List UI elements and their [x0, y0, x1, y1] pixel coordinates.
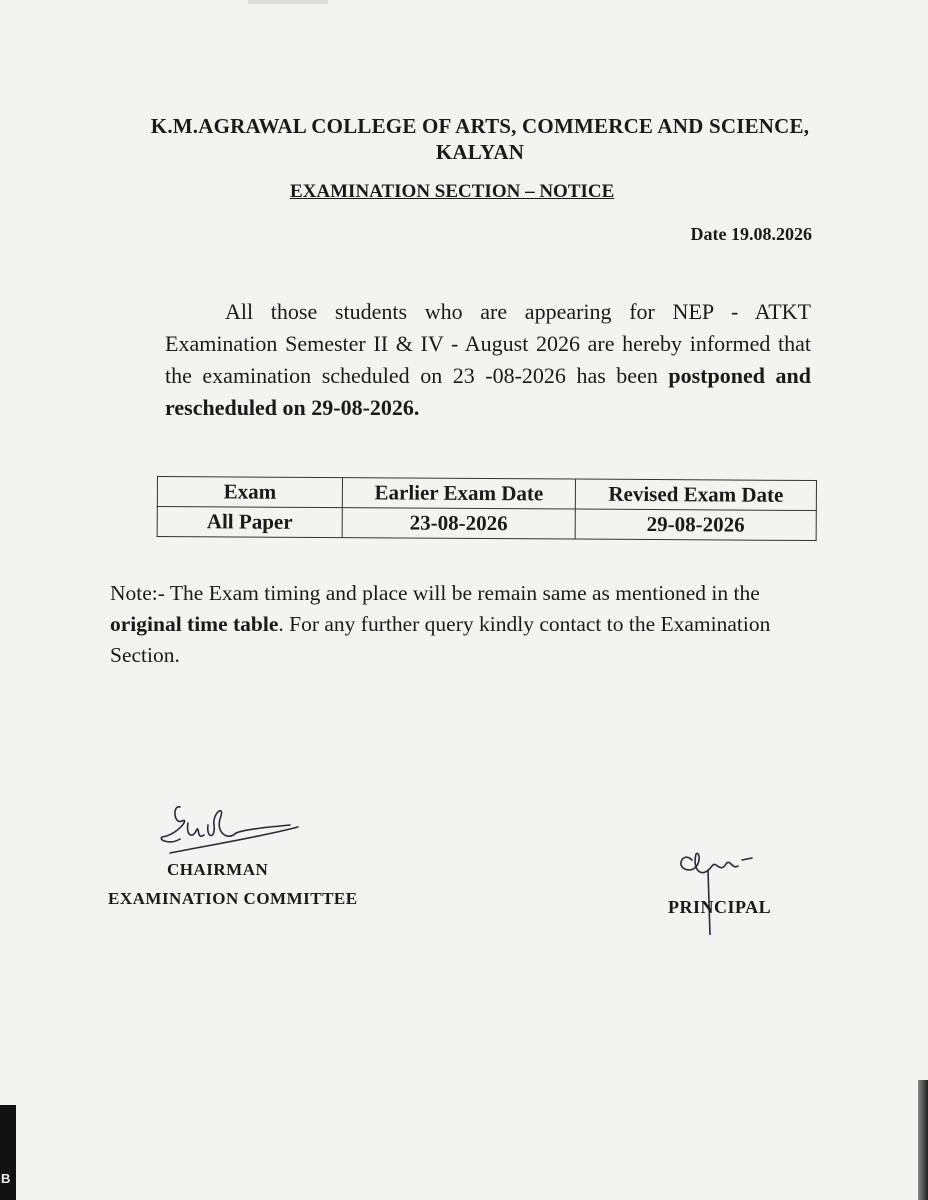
notice-paragraph-text: All those students who are appearing for NEP - ATKT Examination Semester II & IV - August 2026 are hereby informed that the examination scheduled on 23 -08-2026 has been	[165, 299, 811, 388]
chairman-title: CHAIRMAN	[167, 860, 269, 879]
schedule-table	[157, 476, 817, 541]
table-header-cell: Revised Exam Date	[575, 479, 816, 510]
scan-edge-right	[918, 1080, 928, 1200]
notice-date: Date 19.08.2026	[690, 224, 812, 244]
table-cell: 23-08-2026	[342, 508, 575, 539]
principal-signature	[672, 840, 762, 935]
notice-paragraph	[165, 296, 811, 424]
college-name-line1: K.M.AGRAWAL COLLEGE OF ARTS, COMMERCE AND SCIENCE,	[150, 114, 810, 138]
college-name-line2: KALYAN	[435, 140, 525, 164]
chairman-signature	[150, 795, 310, 865]
committee-title: EXAMINATION COMMITTEE	[108, 889, 358, 908]
section-title: EXAMINATION SECTION – NOTICE	[290, 181, 615, 202]
table-cell: 29-08-2026	[575, 509, 816, 540]
notice-paragraph-bold: postponed and rescheduled on 29-08-2026.	[165, 363, 811, 420]
note-bold: original time table	[110, 612, 279, 636]
table-header-cell: Earlier Exam Date	[342, 478, 575, 509]
table-cell: All Paper	[157, 507, 342, 538]
table-header-cell: Exam	[157, 477, 342, 508]
scan-edge-left	[0, 1105, 16, 1200]
edge-letter: B	[1, 1171, 11, 1186]
table-header-row	[157, 477, 816, 511]
college-name	[120, 113, 840, 165]
note-paragraph	[110, 578, 810, 671]
table-row	[157, 507, 816, 541]
note-text-2: . For any further query kindly contact to the Examination Section.	[110, 612, 771, 667]
scan-smudge	[248, 0, 328, 4]
note-text-1: Note:- The Exam timing and place will be remain same as mentioned in the	[110, 581, 760, 605]
principal-title: PRINCIPAL	[668, 897, 772, 917]
